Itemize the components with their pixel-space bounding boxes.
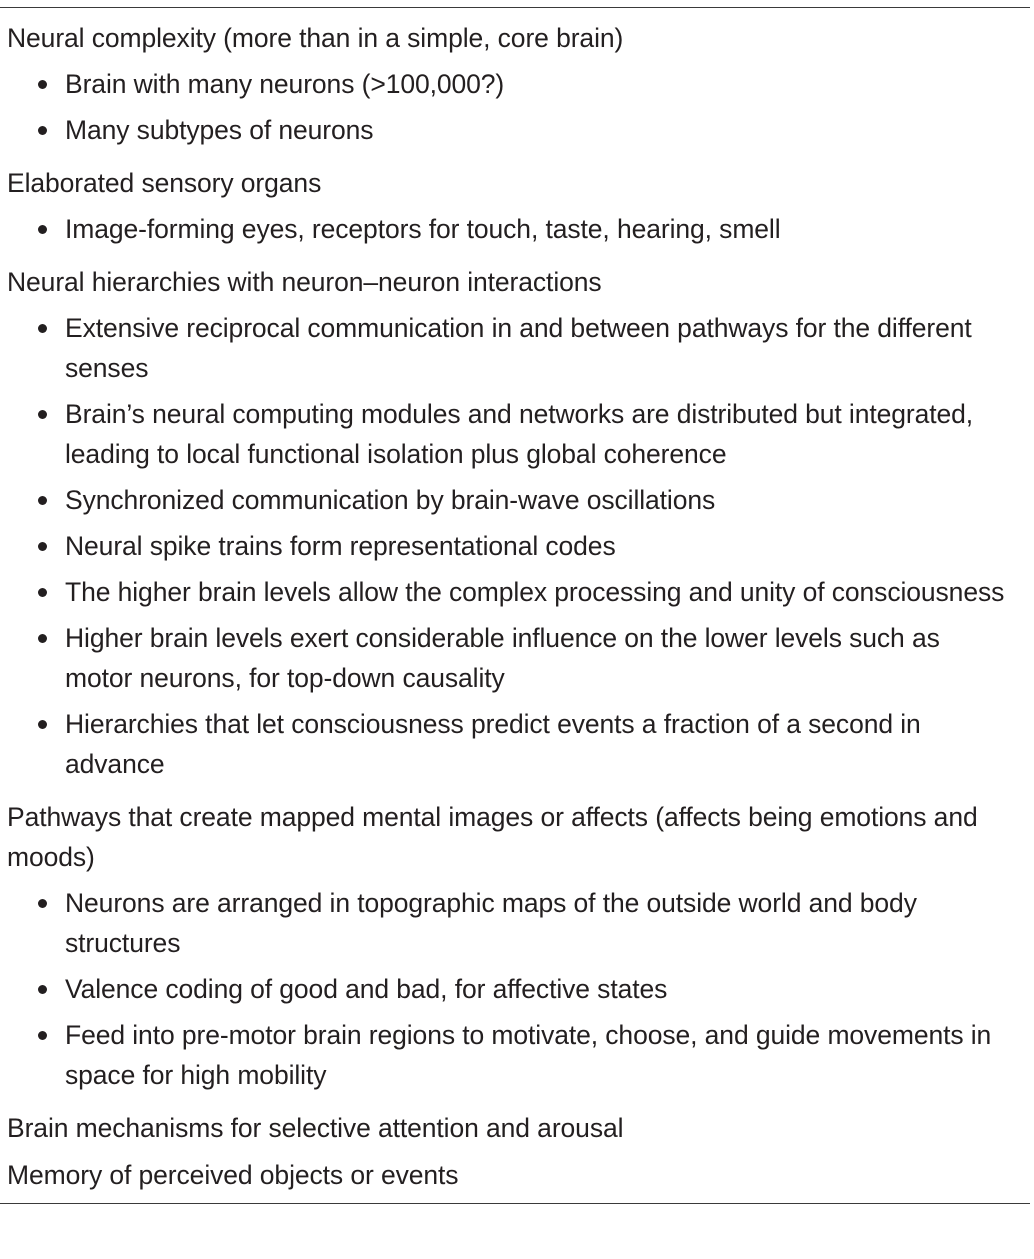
section-mapped-images — [0, 797, 1030, 1095]
list-item-text: Feed into pre-motor brain regions to motivate, choose, and guide movements in space for high mobility — [65, 1020, 992, 1090]
list-item — [0, 308, 1030, 388]
section-heading: Memory of perceived objects or events — [7, 1160, 459, 1190]
list-item-text: Extensive reciprocal communication in and between pathways for the different senses — [65, 313, 972, 383]
bullet-icon — [38, 634, 47, 643]
list-item-text: Neural spike trains form representational codes — [65, 531, 616, 561]
list-item — [0, 64, 1030, 104]
bullet-icon — [38, 126, 47, 135]
section-neural-hierarchies — [0, 262, 1030, 784]
list-item — [0, 969, 1030, 1009]
section-heading: Neural hierarchies with neuron–neuron interactions — [7, 267, 602, 297]
bullet-list — [0, 883, 1030, 1095]
list-item — [0, 526, 1030, 566]
list-item-text: The higher brain levels allow the complex processing and unity of consciousness — [65, 577, 1005, 607]
list-item-text: Synchronized communication by brain-wave oscillations — [65, 485, 716, 515]
list-item-text: Higher brain levels exert considerable influence on the lower levels such as motor neurons, for top-down causality — [65, 623, 940, 693]
bullet-icon — [38, 899, 47, 908]
list-item-text: Valence coding of good and bad, for affective states — [65, 974, 668, 1004]
bullet-icon — [38, 588, 47, 597]
list-item-text: Brain’s neural computing modules and networks are distributed but integrated, leading to local functional isolation plus global coherence — [65, 399, 974, 469]
section-heading: Elaborated sensory organs — [7, 168, 322, 198]
list-item-text: Image-forming eyes, receptors for touch, taste, hearing, smell — [65, 214, 781, 244]
bullet-icon — [38, 985, 47, 994]
bullet-icon — [38, 225, 47, 234]
list-item — [0, 572, 1030, 612]
bullet-icon — [38, 1031, 47, 1040]
list-item — [0, 883, 1030, 963]
list-item — [0, 480, 1030, 520]
section-neural-complexity — [0, 18, 1030, 150]
list-item — [0, 110, 1030, 150]
bullet-list — [0, 209, 1030, 249]
list-item-text: Brain with many neurons (>100,000?) — [65, 69, 505, 99]
list-item-text: Neurons are arranged in topographic maps of the outside world and body structures — [65, 888, 917, 958]
list-item — [0, 209, 1030, 249]
list-item-text: Hierarchies that let consciousness predict events a fraction of a second in advance — [65, 709, 921, 779]
bullet-icon — [38, 410, 47, 419]
list-item — [0, 704, 1030, 784]
list-item — [0, 394, 1030, 474]
section-heading: Pathways that create mapped mental images or affects (affects being emotions and moods) — [7, 802, 978, 872]
section-sensory-organs — [0, 163, 1030, 249]
bullet-icon — [38, 720, 47, 729]
list-item — [0, 618, 1030, 698]
bullet-icon — [38, 324, 47, 333]
bullet-icon — [38, 80, 47, 89]
section-attention — [0, 1108, 1030, 1148]
section-heading: Neural complexity (more than in a simple, core brain) — [7, 23, 624, 53]
list-item-text: Many subtypes of neurons — [65, 115, 374, 145]
section-heading: Brain mechanisms for selective attention and arousal — [7, 1113, 624, 1143]
features-table — [0, 7, 1030, 1204]
section-memory — [0, 1155, 1030, 1195]
bullet-icon — [38, 542, 47, 551]
bullet-list — [0, 64, 1030, 150]
list-item — [0, 1015, 1030, 1095]
bullet-list — [0, 308, 1030, 784]
bullet-icon — [38, 496, 47, 505]
